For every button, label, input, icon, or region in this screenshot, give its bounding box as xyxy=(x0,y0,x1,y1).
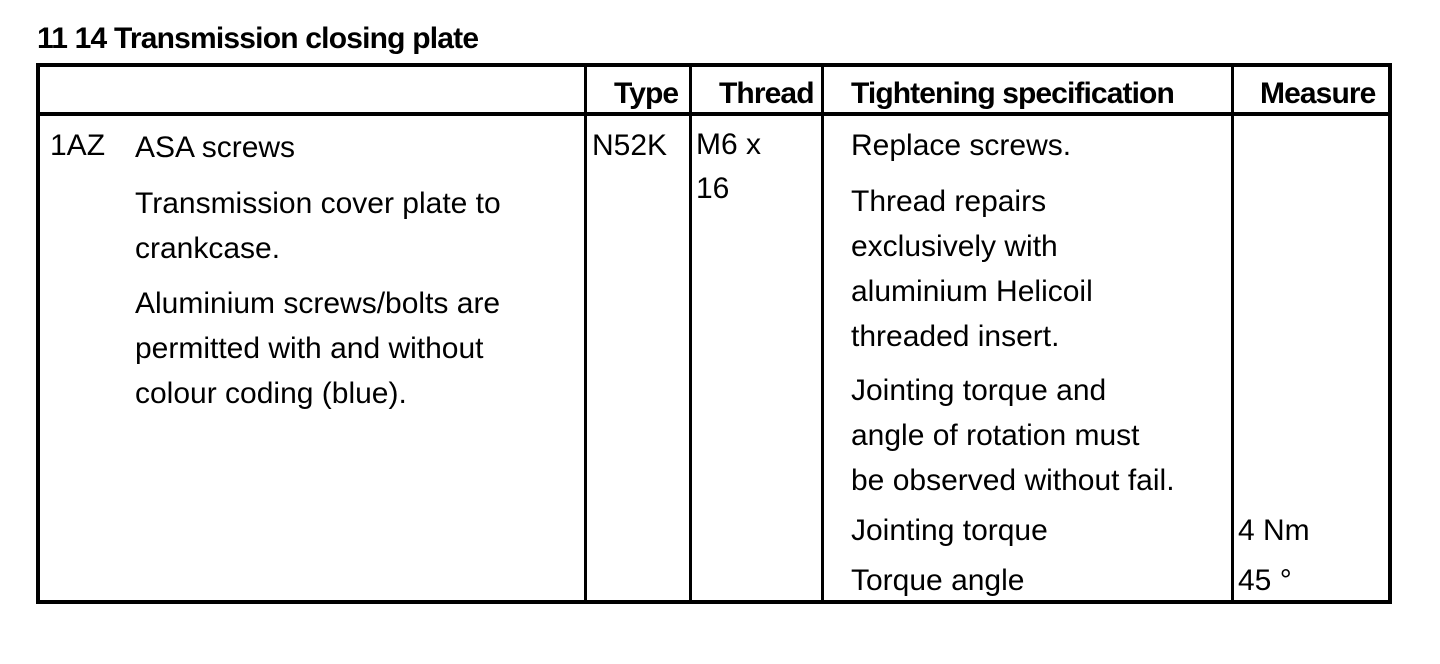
header-tightening-specification: Tightening specification xyxy=(851,77,1174,110)
thread-value: M6 x 16 xyxy=(696,128,762,205)
header-divider xyxy=(40,112,1388,116)
header-type: Type xyxy=(614,77,679,110)
column-divider-item-type xyxy=(584,67,587,600)
spec-jointing-torque: Jointing torque xyxy=(851,514,1048,547)
spec-thread-repairs: Thread repairs exclusively with aluminium Helicoil threaded insert. xyxy=(851,185,1093,353)
column-divider-spec-measure xyxy=(1231,67,1234,600)
item-description-coding: Aluminium screws/bolts are permitted with and without colour coding (blue). xyxy=(135,287,501,410)
type-value: N52K xyxy=(592,129,668,162)
item-name: ASA screws xyxy=(135,131,296,164)
spec-torque-angle: Torque angle xyxy=(851,564,1025,597)
item-description-location: Transmission cover plate to crankcase. xyxy=(135,187,501,265)
header-thread: Thread xyxy=(719,77,814,110)
column-divider-thread-spec xyxy=(821,67,824,600)
header-measure: Measure xyxy=(1260,77,1376,110)
page-title: 11 14 Transmission closing plate xyxy=(37,22,479,55)
item-code: 1AZ xyxy=(50,129,106,162)
spec-observe-torque-angle: Jointing torque and angle of rotation must be observed without fail. xyxy=(851,374,1175,497)
measure-torque-angle: 45 ° xyxy=(1238,564,1292,597)
spec-replace-screws: Replace screws. xyxy=(851,129,1072,162)
column-divider-type-thread xyxy=(689,67,692,600)
spec-table xyxy=(36,63,1392,604)
measure-jointing-torque: 4 Nm xyxy=(1238,514,1310,547)
